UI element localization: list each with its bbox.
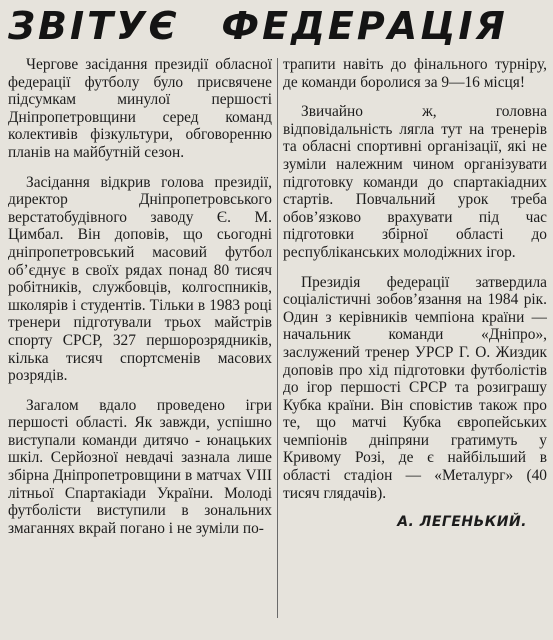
article-headline: ЗВІТУЄ ФЕДЕРАЦІЯ [8, 4, 508, 48]
column-divider [277, 58, 278, 618]
article-paragraph: трапити навіть до фінального турніру, де команди боролися за 9—16 місця! [283, 56, 547, 91]
article-paragraph: Чергове засідання президії обласної федерації футболу було присвячене підсумкам минулої першості Дніпропетровщини серед команд колективів фізкультури, обговоренню планів на майбутній сезон. [8, 56, 272, 161]
article-paragraph: Загалом вдало проведено ігри першості області. Як завжди, успішно виступали команди дитячо - юнацьких шкіл. Серйозної невдачі зазнала лише збірна Дніпропетровщини в матчах VIII літньої Спартакіади України. Молоді футболісти виступили в зональних змаганнях вкрай погано і не зуміли по- [8, 396, 272, 537]
article-columns [8, 56, 547, 640]
article-column-right [283, 56, 547, 640]
article-paragraph: Засідання відкрив голова президії, директор Дніпропетровського верстатобудівного заводу Є. М. Цимбал. Він доповів, що сьогодні дніпропетровський масовий футбол об’єднує в своїх рядах понад 80 тисяч робітників, службовців, колгоспників, школярів і студентів. Тільки в 1983 році тренери підготували трьох майстрів спорту СРСР, 327 першорозрядників, кілька тисяч спортсменів масових розрядів. [8, 173, 272, 385]
article-column-left [8, 56, 272, 640]
author-signature: А. ЛЕГЕНЬКИЙ. [397, 514, 527, 531]
article-paragraph: Звичайно ж, головна відповідальність лягла тут на тренерів та обласні спортивні організації, які не зуміли належним чином організувати підготовку команди до спартакіадних стартів. Повчальний урок треба обов’язково врахувати під час підготовки збірної області до республіканських молодіжних ігор. [283, 103, 547, 261]
article-paragraph: Президія федерації затвердила соціалістичні зобов’язання на 1984 рік. Один з керівників чемпіона країни — начальник команди «Дніпро», заслужений тренер УРСР Г. О. Жиздик доповів про хід підготовки футболістів до ігор першості СРСР та розиграшу Кубка країни. Він сповістив також про те, що матчі Кубка європейських чемпіонів дніпряни гратимуть у Кривому Розі, де є найбільший в області стадіон — «Металург» (40 тисяч глядачів). [283, 273, 547, 502]
